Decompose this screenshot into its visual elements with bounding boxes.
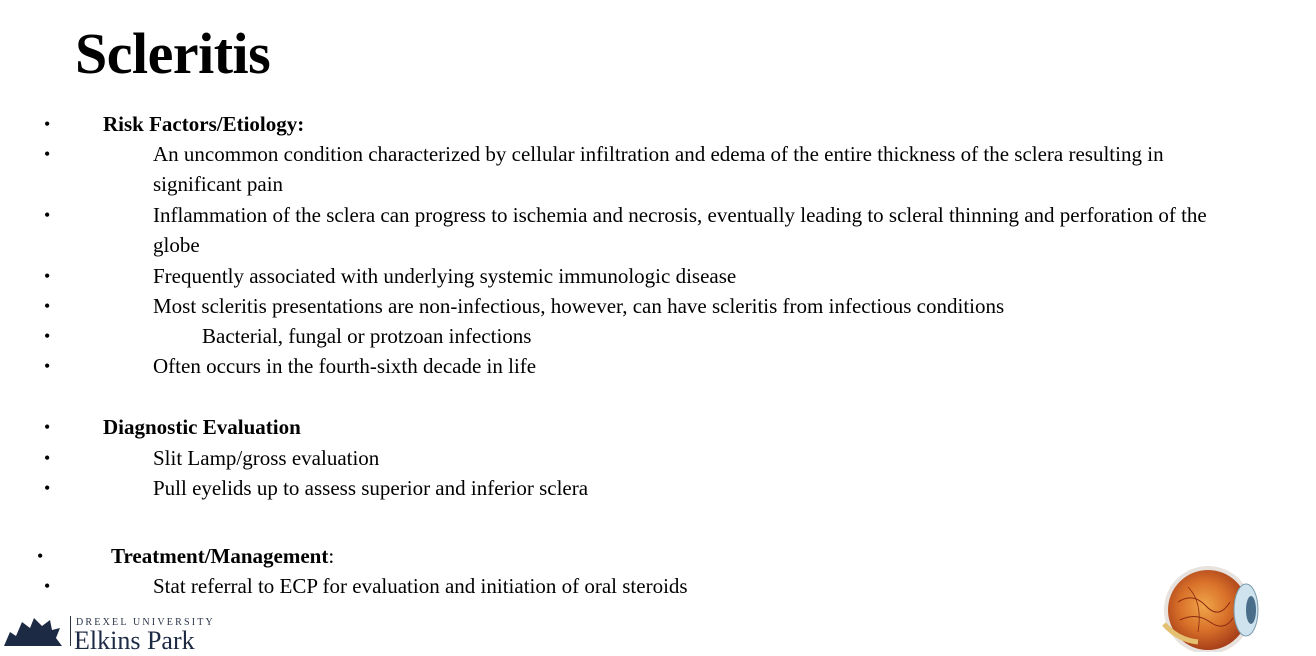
bullet: • (44, 417, 51, 437)
bullet: • (44, 114, 51, 134)
diagnostic-heading: Diagnostic Evaluation (103, 415, 301, 439)
bullet: • (44, 326, 51, 346)
bullet: • (37, 546, 44, 566)
bullet: • (44, 576, 51, 596)
slide-title: Scleritis (75, 21, 271, 86)
risk-item-1: An uncommon condition characterized by cellular infiltration and edema of the entire thickness of the sclera resulting in significant pain (153, 142, 1164, 196)
eyeball-illustration (1158, 562, 1268, 652)
risk-item-2: Inflammation of the sclera can progress to ischemia and necrosis, eventually leading to scleral thinning and perforation of the globe (153, 203, 1207, 257)
logo-university-text: DREXEL UNIVERSITY (76, 617, 215, 628)
bullet: • (44, 144, 51, 164)
risk-item-4: Most scleritis presentations are non-infectious, however, can have scleritis from infectious conditions (153, 294, 1005, 318)
bullet: • (44, 356, 51, 376)
bullet: • (44, 448, 51, 468)
bullet: • (44, 266, 51, 286)
dragon-logo (0, 612, 66, 646)
diagnostic-item-2: Pull eyelids up to assess superior and inferior sclera (153, 476, 589, 500)
bullet: • (44, 478, 51, 498)
bullet: • (44, 205, 51, 225)
risk-heading: Risk Factors/Etiology: (103, 112, 305, 136)
logo-divider (70, 616, 71, 646)
treatment-heading: Treatment/Management (111, 544, 329, 568)
risk-item-5: Bacterial, fungal or protzoan infections (202, 324, 532, 348)
treatment-item-1: Stat referral to ECP for evaluation and initiation of oral steroids (153, 574, 688, 598)
diagnostic-item-1: Slit Lamp/gross evaluation (153, 446, 380, 470)
risk-item-6: Often occurs in the fourth-sixth decade in life (153, 354, 537, 378)
risk-item-3: Frequently associated with underlying systemic immunologic disease (153, 264, 737, 288)
bullet: • (44, 296, 51, 316)
treatment-heading-wrap (111, 541, 334, 571)
treatment-heading-colon: : (328, 544, 335, 568)
logo-name-text: Elkins Park (74, 626, 195, 655)
